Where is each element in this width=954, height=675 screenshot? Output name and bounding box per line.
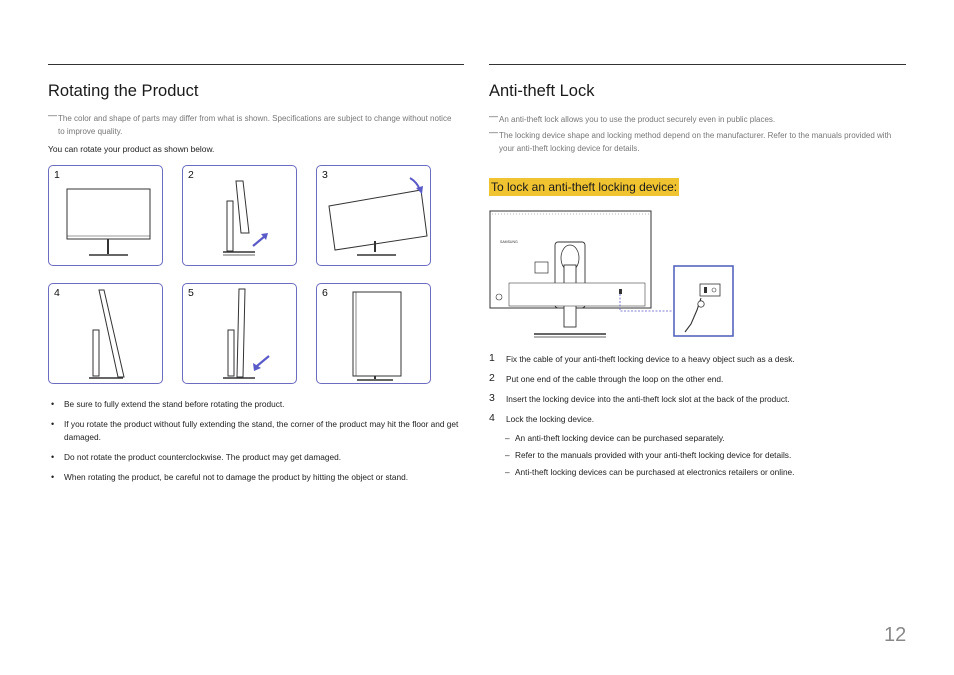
anti-theft-title: Anti-theft Lock [489,82,595,100]
rotation-cautions-list [48,398,460,490]
panel-number: 1 [54,169,60,181]
monitor-tilt-side-illustration [183,166,298,267]
rotation-step-6-panel [316,283,431,384]
step-number: 1 [489,352,495,364]
step-text: Lock the locking device. [506,414,595,424]
monitor-side-pivot-illustration [49,284,164,385]
note-dash: — [489,127,498,137]
list-item [489,353,909,365]
list-item: – An anti-theft locking device can be purchased separately. [505,432,905,444]
brand-logo-text: SAMSUNG [500,240,518,244]
lock-sub-notes-list [505,432,905,484]
list-item [489,413,909,425]
list-item: • Do not rotate the product counterclockwise. The product may get damaged. [48,451,460,464]
left-top-rule [48,64,464,65]
right-top-rule [489,64,906,65]
rotate-intro: You can rotate your product as shown below. [48,144,215,154]
monitor-lower-illustration [183,284,298,385]
list-item [489,393,909,405]
step-number: 3 [489,392,495,404]
list-item: – Refer to the manuals provided with your anti-theft locking device for details. [505,449,905,461]
anti-theft-lock-illustration [489,210,739,342]
panel-number: 6 [322,287,328,299]
panel-number: 3 [322,169,328,181]
step-number: 2 [489,372,495,384]
monitor-front-illustration [49,166,164,267]
page-number: 12 [884,624,907,646]
step-text: Fix the cable of your anti-theft locking device to a heavy object such as a desk. [506,354,795,364]
step-number: 4 [489,412,495,424]
panel-number: 2 [188,169,194,181]
note-dash: — [489,111,498,121]
note-text: The color and shape of parts may differ from what is shown. Specifications are subject to change without notice to improve quality. [58,114,452,136]
note-text: An anti-theft lock allows you to use the product securely even in public places. [499,115,776,124]
list-item: • Be sure to fully extend the stand before rotating the product. [48,398,460,411]
rotating-title: Rotating the Product [48,82,199,100]
step-text: Put one end of the cable through the loop on the other end. [506,374,724,384]
rotation-step-5-panel [182,283,297,384]
monitor-portrait-illustration [317,284,432,385]
note-text: The locking device shape and locking method depend on the manufacturer. Refer to the manuals provided with your anti-theft locking device for details. [499,131,892,153]
monitor-rotating-illustration [317,166,432,267]
anti-theft-note-1 [489,113,909,126]
anti-theft-note-2 [489,129,909,155]
lock-subheading: To lock an anti-theft locking device: [491,180,678,194]
rotation-step-3-panel [316,165,431,266]
list-item: • If you rotate the product without fully extending the stand, the corner of the product may hit the floor and get damaged. [48,418,460,445]
color-shape-note [48,112,458,138]
list-item [489,373,909,385]
rotation-step-2-panel [182,165,297,266]
list-item: – Anti-theft locking devices can be purchased at electronics retailers or online. [505,466,905,478]
panel-number: 5 [188,287,194,299]
note-dash: — [48,110,57,120]
step-text: Insert the locking device into the anti-theft lock slot at the back of the product. [506,394,790,404]
list-item: • When rotating the product, be careful not to damage the product by hitting the object or stand. [48,471,460,484]
rotation-step-1-panel [48,165,163,266]
lock-steps-list [489,353,909,433]
panel-number: 4 [54,287,60,299]
rotation-step-4-panel [48,283,163,384]
